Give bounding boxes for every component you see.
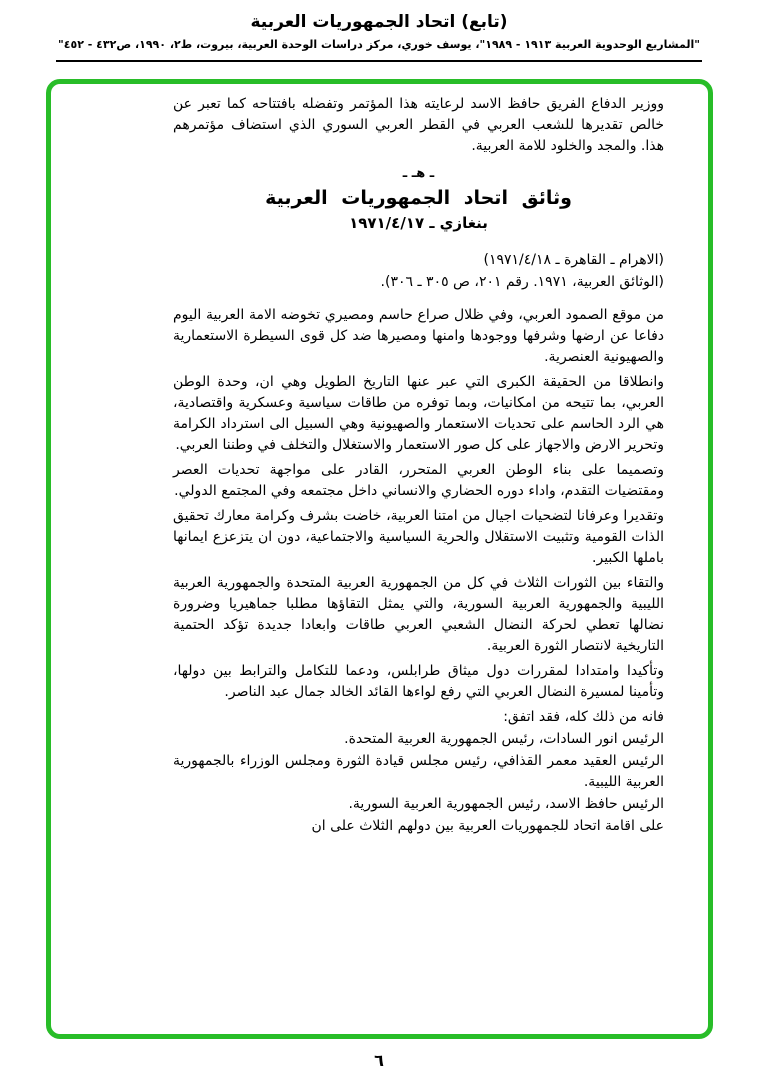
president-line: الرئيس انور السادات، رئيس الجمهورية العربية المتحدة. bbox=[344, 731, 664, 747]
page-header bbox=[0, 0, 758, 62]
document-body bbox=[51, 84, 708, 837]
body-paragraph: وتصميما على بناء الوطن العربي المتحرر، القادر على مواجهة تحديات العصر ومقتضيات التقدم، واداء دوره الحضاري والانساني داخل مجتمعه وفي المجتمع الدولي. bbox=[173, 462, 664, 499]
header-title: (تابع) اتحاد الجمهوريات العربية bbox=[250, 12, 508, 32]
closing-line: على اقامة اتحاد للجمهوريات العربية بين دولهم الثلاث على ان bbox=[311, 818, 664, 834]
body-paragraph: وتقديرا وعرفانا لتضحيات اجيال من امتنا العربية، خاضت بشرف وكرامة معارك تحقيق الذات القومية وتثبيت الاستقلال والحرية السياسية والاجتماعية، دون ان يتزعزع ايمانها باملها الكبير. bbox=[173, 508, 664, 566]
document-frame bbox=[46, 79, 713, 1039]
body-paragraph: فانه من ذلك كله، فقد اتفق: bbox=[503, 709, 664, 725]
header-rule bbox=[56, 60, 702, 62]
header-citation: "المشاريع الوحدوية العربية ١٩١٣ - ١٩٨٩"، يوسف خوري، مركز دراسات الوحدة العربية، بيروت، ط٢، ١٩٩٠، ص٤٣٢ - ٤٥٢" bbox=[58, 38, 700, 51]
page-number: ٦ bbox=[374, 1051, 384, 1070]
document-subtitle: بنغازي ـ ١٩٧١/٤/١٧ bbox=[349, 214, 488, 232]
source-line-2: (الوثائق العربية، ١٩٧١. رقم ٢٠١، ص ٣٠٥ ـ ٣٠٦). bbox=[380, 274, 664, 290]
source-line-1: (الاهرام ـ القاهرة ـ ١٩٧١/٤/١٨) bbox=[483, 252, 664, 268]
president-line: الرئيس حافظ الاسد، رئيس الجمهورية العربية السورية. bbox=[348, 796, 664, 812]
section-divider: ـ هـ ـ bbox=[402, 166, 435, 181]
president-line: الرئيس العقيد معمر القذافي، رئيس مجلس قيادة الثورة ومجلس الوزراء بالجمهورية العربية الليبية. bbox=[173, 753, 664, 790]
body-paragraph: وانطلاقا من الحقيقة الكبرى التي عبر عنها التاريخ الطويل وهي ان، وحدة الوطن العربي، بما تتيحه من امكانيات، وبما توفره من طاقات سياسية وعسكرية واقتصادية، هي الرد الحاسم على تحديات الاستعمار والصهيونية وهي السبيل الى استرداد الكرامة وتحرير الارض والاجهاز على كل صور الاستعمار والاستغلال والتخلف في وطننا العربي. bbox=[173, 374, 664, 453]
intro-paragraph: ووزير الدفاع الفريق حافظ الاسد لرعايته هذا المؤتمر وتفضله بافتتاحه كما تعبر عن خالص تقديرها للشعب العربي في القطر العربي السوري الذي استضاف مؤتمرهم هذا. والمجد والخلود للامة العربية. bbox=[173, 96, 664, 154]
body-paragraph: والتقاء بين الثورات الثلاث في كل من الجمهورية العربية المتحدة والجمهورية العربية الليبية والجمهورية العربية السورية، والتي يمثل التقاؤها مطلبا جماهيريا وضرورة نضالها تعطي لحركة النضال الشعبي العربي طاقات وابعادا جديدة تؤكد الحتمية التاريخية لانتصار الثورة العربية. bbox=[173, 575, 664, 654]
body-paragraph: وتأكيدا وامتدادا لمقررات دول ميثاق طرابلس، ودعما للتكامل والترابط بين دولها، وتأمينا لمسيرة النضال العربي التي رفع لواءها القائد الخالد جمال عبد الناصر. bbox=[173, 663, 664, 700]
document-title: وثائق اتحاد الجمهوريات العربية bbox=[265, 187, 572, 209]
body-paragraph: من موقع الصمود العربي، وفي ظلال صراع حاسم ومصيري تخوضه الامة العربية اليوم دفاعا عن ارضها وشرفها ووجودها وامنها ومصيرها ضد كل قوى السيطرة الاستعمارية والصهيونية العنصرية. bbox=[173, 307, 664, 365]
